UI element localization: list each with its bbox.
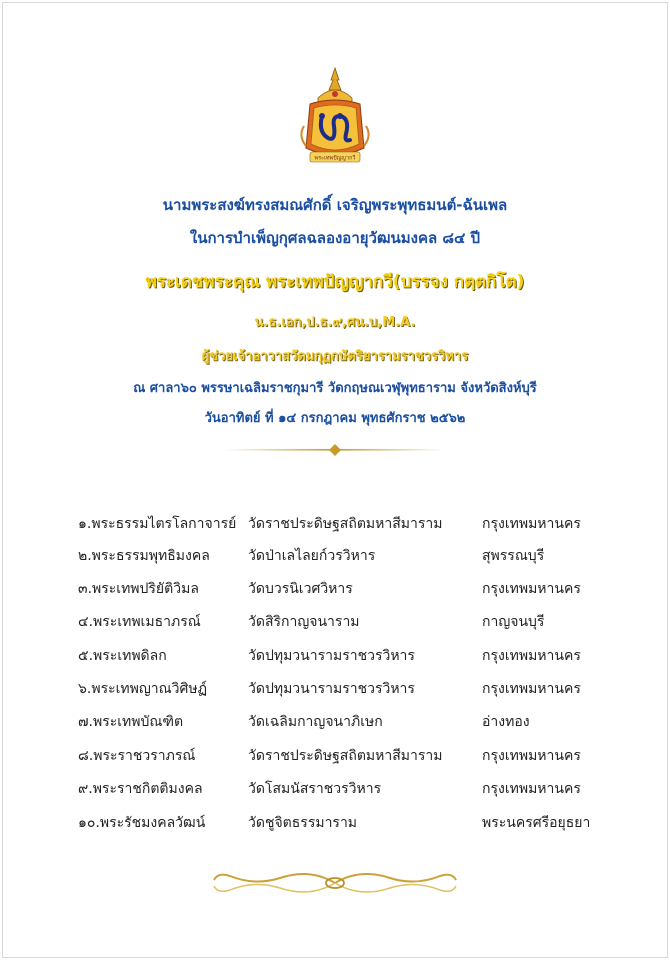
- monk-name: ๕.พระเทพดิลก: [78, 648, 167, 664]
- monk-name: ๔.พระเทพเมธาภรณ์: [78, 614, 201, 630]
- monk-province: กาญจนบุรี: [482, 614, 545, 630]
- header-venue: ณ ศาลา๖๐ พรรษาเฉลิมราชกุมารี วัดกฤษณเวฬุพุทธาราม จังหวัดสิงห์บุรี: [133, 381, 537, 396]
- header-line-1: นามพระสงฆ์ทรงสมณศักดิ์ เจริญพระพุทธมนต์-ฉันเพล: [162, 196, 508, 214]
- gold-flourish-ornament: [210, 866, 460, 900]
- monk-temple: วัดชูจิตธรรมาราม: [248, 815, 358, 831]
- list-item: [0, 578, 670, 606]
- monk-province: กรุงเทพมหานคร: [482, 781, 581, 797]
- list-item: [0, 812, 670, 840]
- header-honoree-name: พระเดชพระคุณ พระเทพปัญญากวี(บรรจง กตฺตกิโต): [145, 272, 525, 292]
- list-item: [0, 745, 670, 773]
- monk-temple: วัดราชประดิษฐสถิตมหาสีมาราม: [248, 516, 443, 532]
- monk-temple: วัดปทุมวนารามราชวรวิหาร: [248, 648, 415, 664]
- list-item: [0, 711, 670, 739]
- monk-temple: วัดโสมนัสราชวรวิหาร: [248, 781, 382, 797]
- monk-temple: วัดบวรนิเวศวิหาร: [248, 581, 353, 597]
- monk-province: สุพรรณบุรี: [482, 548, 545, 564]
- monk-name: ๗.พระเทพบัณฑิต: [78, 714, 184, 730]
- monk-temple: วัดป่าเลไลยก์วรวิหาร: [248, 548, 376, 564]
- monk-name: ๓.พระเทพปริยัติวิมล: [78, 581, 199, 597]
- monk-temple: วัดราชประดิษฐสถิตมหาสีมาราม: [248, 748, 443, 764]
- monk-name: ๑.พระธรรมไตรโลกาจารย์: [78, 516, 237, 532]
- monk-province: กรุงเทพมหานคร: [482, 648, 581, 664]
- monk-name: ๙.พระราชกิตติมงคล: [78, 781, 203, 797]
- header-degrees: น.ธ.เอก,ป.ธ.๙,ศน.บ,M.A.: [254, 315, 416, 330]
- emblem-logo: [290, 66, 380, 170]
- monk-province: อ่างทอง: [482, 714, 530, 730]
- monk-name: ๖.พระเทพญาณวิศิษฏ์: [78, 681, 208, 697]
- header-line-2: ในการบำเพ็ญกุศลฉลองอายุวัฒนมงคล ๘๔ ปี: [189, 229, 481, 247]
- list-item: [0, 545, 670, 573]
- list-item: [0, 645, 670, 673]
- monk-temple: วัดสิริกาญจนาราม: [248, 614, 360, 630]
- list-item: [0, 513, 670, 541]
- monk-name: ๑๐.พระรัชมงคลวัฒน์: [78, 815, 206, 831]
- monk-province: พระนครศรีอยุธยา: [482, 815, 591, 831]
- monk-temple: วัดเฉลิมกาญจนาภิเษก: [248, 714, 383, 730]
- monk-temple: วัดปทุมวนารามราชวรวิหาร: [248, 681, 415, 697]
- monk-province: กรุงเทพมหานคร: [482, 516, 581, 532]
- monk-province: กรุงเทพมหานคร: [482, 581, 581, 597]
- monk-name: ๘.พระราชวราภรณ์: [78, 748, 196, 764]
- ornament-divider: [225, 440, 445, 460]
- list-item: [0, 678, 670, 706]
- monk-name: ๒.พระธรรมพุทธิมงคล: [78, 548, 210, 564]
- list-item: [0, 611, 670, 639]
- monk-province: กรุงเทพมหานคร: [482, 748, 581, 764]
- monk-province: กรุงเทพมหานคร: [482, 681, 581, 697]
- list-item: [0, 778, 670, 806]
- header-position: ผู้ช่วยเจ้าอาวาสวัดมกุฏกษัตริยารามราชวรวิหาร: [201, 349, 469, 364]
- emblem-text: พระเทพปัญญากวี: [314, 155, 356, 162]
- header-date: วันอาทิตย์ ที่ ๑๔ กรกฎาคม พุทธศักราช ๒๕๖๒: [204, 411, 466, 426]
